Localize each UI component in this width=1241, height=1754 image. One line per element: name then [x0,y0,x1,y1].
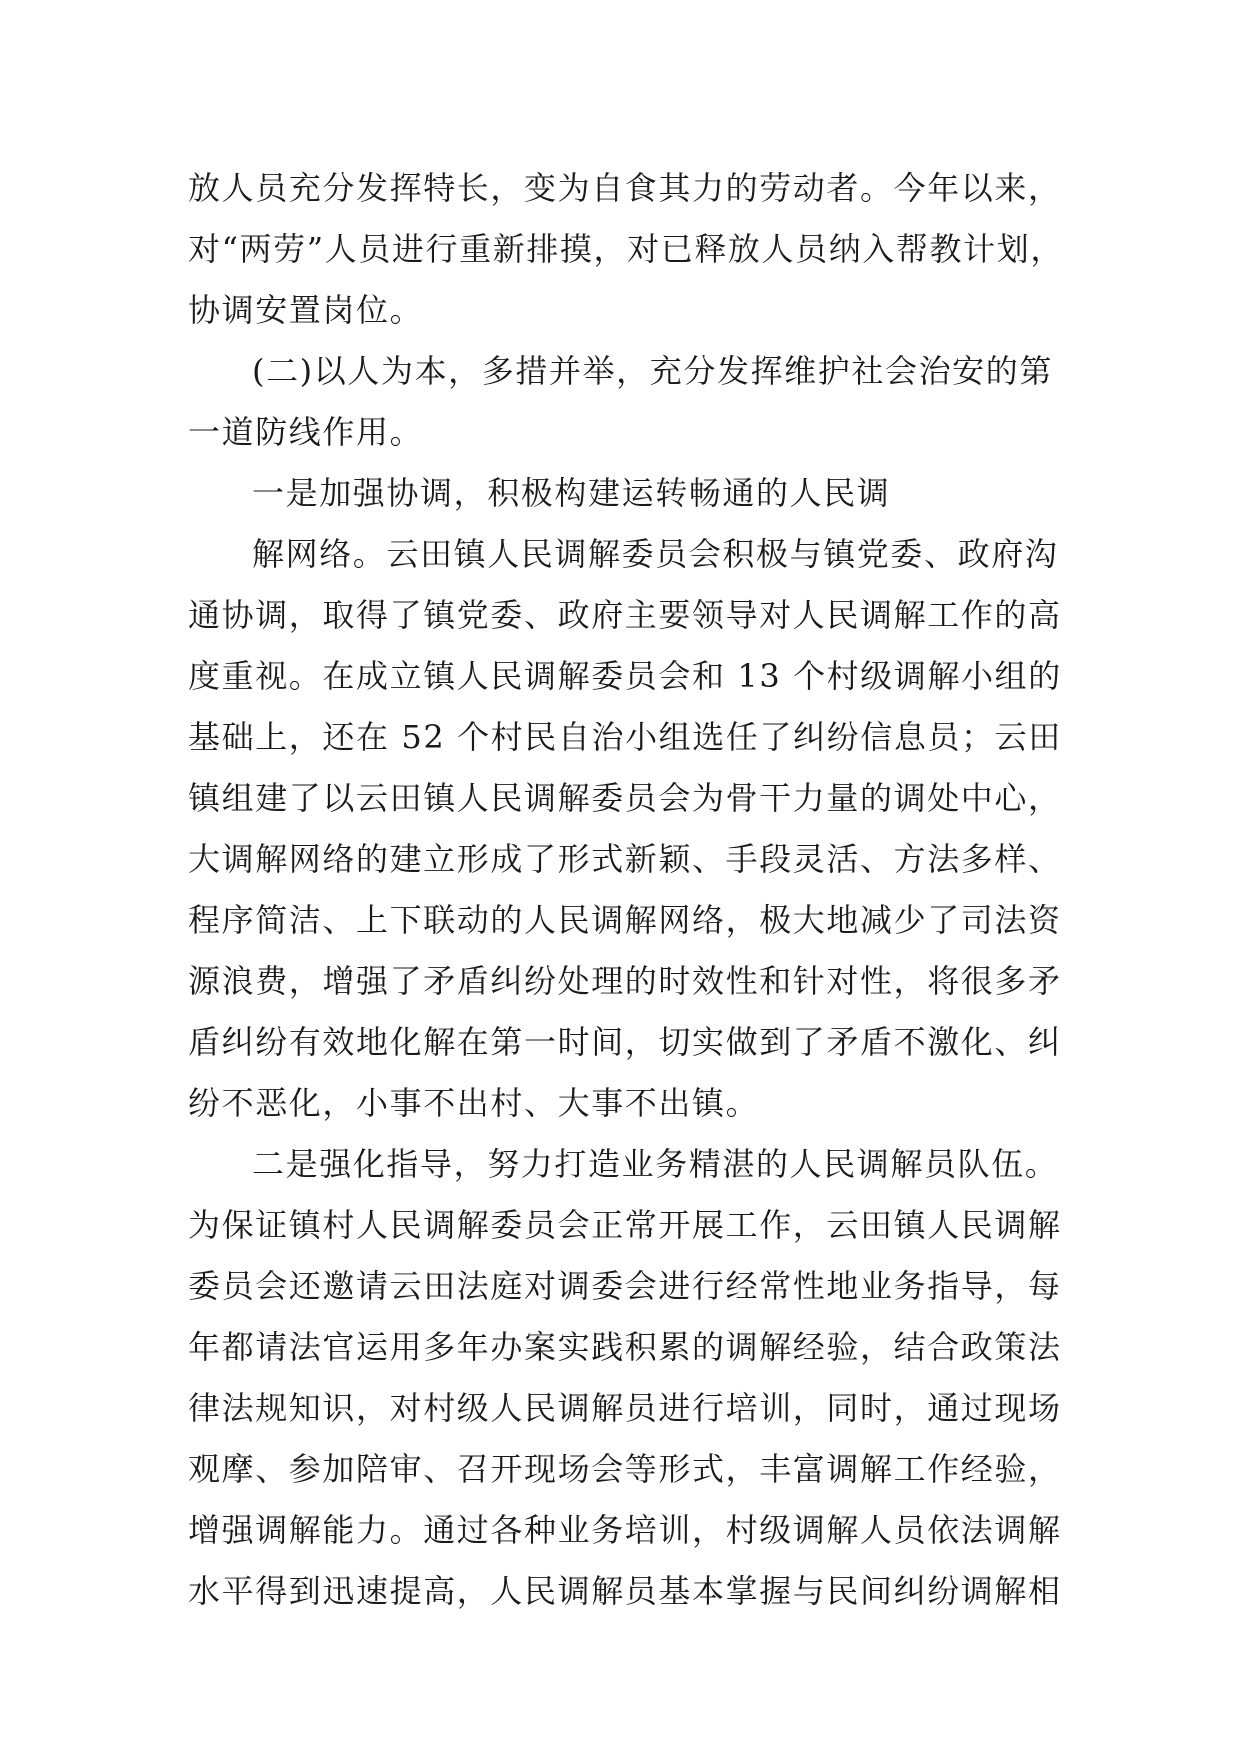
text-line: 盾纠纷有效地化解在第一时间，切实做到了矛盾不激化、纠 [188,1023,1062,1061]
text-line: 放人员充分发挥特长，变为自食其力的劳动者。今年以来， [188,169,1062,207]
paragraph-lead: 一是加强协调，积极构建运转畅通的人民调 [252,474,891,512]
text-line: 基础上，还在 52 个村民自治小组选任了纠纷信息员；云田 [188,718,1062,756]
text-line: 观摩、参加陪审、召开现场会等形式，丰富调解工作经验， [188,1450,1062,1488]
text-line: 增强调解能力。通过各种业务培训，村级调解人员依法调解 [188,1511,1062,1549]
section-heading: (二)以人为本，多措并举，充分发挥维护社会治安的第 [252,352,1053,390]
text-line: 镇组建了以云田镇人民调解委员会为骨干力量的调处中心， [188,779,1062,817]
text-line: 律法规知识，对村级人民调解员进行培训，同时，通过现场 [188,1389,1062,1427]
text-line: 度重视。在成立镇人民调解委员会和 13 个村级调解小组的 [188,657,1062,695]
text-line: 大调解网络的建立形成了形式新颖、手段灵活、方法多样、 [188,840,1062,878]
section-heading-continued: 一道防线作用。 [188,413,424,451]
text-line: 为保证镇村人民调解委员会正常开展工作，云田镇人民调解 [188,1206,1062,1244]
text-line: 水平得到迅速提高，人民调解员基本掌握与民间纠纷调解相 [188,1572,1062,1610]
text-line: 年都请法官运用多年办案实践积累的调解经验，结合政策法 [188,1328,1062,1366]
paragraph-lead: 二是强化指导，努力打造业务精湛的人民调解员队伍。 [252,1145,1059,1183]
text-line: 协调安置岗位。 [188,291,424,329]
text-line: 通协调，取得了镇党委、政府主要领导对人民调解工作的高 [188,596,1062,634]
text-line: 纷不恶化，小事不出村、大事不出镇。 [188,1084,760,1122]
text-line: 对“两劳”人员进行重新排摸，对已释放人员纳入帮教计划， [188,230,1064,268]
text-line: 解网络。云田镇人民调解委员会积极与镇党委、政府沟 [252,535,1059,573]
text-line: 源浪费，增强了矛盾纠纷处理的时效性和针对性，将很多矛 [188,962,1062,1000]
text-line: 委员会还邀请云田法庭对调委会进行经常性地业务指导，每 [188,1267,1062,1305]
text-line: 程序简洁、上下联动的人民调解网络，极大地减少了司法资 [188,901,1062,939]
